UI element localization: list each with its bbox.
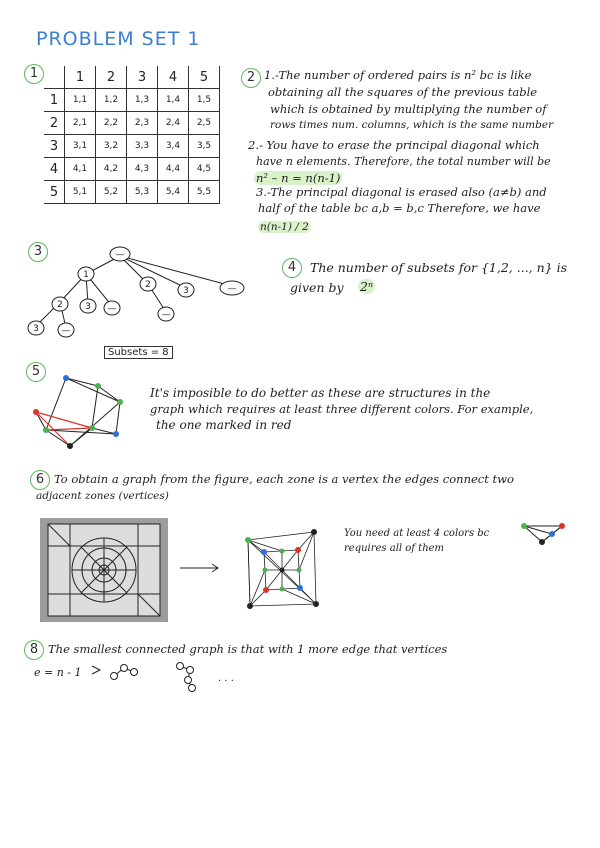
k4-graph-diagram — [518, 518, 568, 550]
table-cell: 2,1 — [65, 112, 96, 135]
problem-6-note: You need at least 4 colors bc — [344, 528, 490, 539]
problem-2-line: which is obtained by multiplying the number of — [270, 102, 547, 116]
problem-2-line: have n elements. Therefore, the total number will be — [256, 155, 551, 168]
table-cell: 1,4 — [158, 89, 189, 112]
problem-5-line: It's imposible to do better as these are structures in the — [150, 386, 491, 400]
problem-4-answer: 2ⁿ — [360, 279, 374, 294]
table-corner — [44, 66, 65, 89]
table-cell: 1,2 — [96, 89, 127, 112]
problem-6-line: adjacent zones (vertices) — [36, 490, 169, 502]
table-cell: 3,3 — [127, 135, 158, 158]
tree-example-diagram — [90, 660, 150, 682]
table-cell: 1,5 — [189, 89, 220, 112]
row-header: 1 — [44, 89, 65, 112]
problem-2-formula: n² – n = n(n-1) — [256, 171, 341, 185]
continuation-dots: · · · — [218, 676, 234, 687]
problem-6-number: 6 — [30, 470, 50, 490]
table-cell: 2,4 — [158, 112, 189, 135]
problem-8-formula: e = n - 1 — [34, 666, 82, 679]
table-cell: 4,2 — [96, 158, 127, 181]
row-header: 3 — [44, 135, 65, 158]
problem-2-answer: n(n-1) / 2 — [260, 221, 309, 233]
problem-3-number: 3 — [28, 242, 48, 262]
tree-node-label: — — [161, 310, 171, 320]
problem-2-line: 3.-The principal diagonal is erased also (a≠b) and — [256, 185, 547, 199]
table-cell: 5,3 — [127, 181, 158, 204]
tree-node-label: 3 — [33, 324, 39, 334]
table-row — [44, 112, 220, 135]
zone-figure-photo — [40, 518, 168, 622]
table-cell: 3,1 — [65, 135, 96, 158]
table-cell: 3,2 — [96, 135, 127, 158]
tree-example-diagram — [172, 660, 202, 694]
table-cell: 1,1 — [65, 89, 96, 112]
table-cell: 5,2 — [96, 181, 127, 204]
implies-arrow-icon — [92, 666, 100, 674]
problem-8-number: 8 — [24, 640, 44, 660]
column-header: 3 — [127, 66, 158, 89]
table-row — [44, 89, 220, 112]
zone-graph-diagram — [236, 522, 322, 612]
tree-node-label: — — [107, 304, 117, 314]
table-cell: 3,5 — [189, 135, 220, 158]
tree-node-label: — — [227, 284, 237, 294]
ordered-pairs-table — [44, 66, 220, 204]
problem-4-number: 4 — [282, 258, 302, 278]
problem-4-line: given by — [290, 280, 344, 295]
problem-2-line: 2.- You have to erase the principal diagonal which — [248, 138, 540, 152]
subsets-count-box: Subsets = 8 — [104, 346, 173, 359]
table-header-row — [44, 66, 220, 89]
table-cell: 5,1 — [65, 181, 96, 204]
column-header: 1 — [65, 66, 96, 89]
table-cell: 2,5 — [189, 112, 220, 135]
table-cell: 2,2 — [96, 112, 127, 135]
problem-6-line: To obtain a graph from the figure, each zone is a vertex the edges connect two — [54, 472, 514, 486]
tree-node-label: 2 — [145, 280, 151, 290]
table-cell: 4,3 — [127, 158, 158, 181]
row-header: 5 — [44, 181, 65, 204]
row-header: 2 — [44, 112, 65, 135]
table-cell: 4,1 — [65, 158, 96, 181]
tree-node-label: 3 — [183, 286, 189, 296]
subset-tree-diagram — [20, 240, 260, 340]
zone-figure-drawing — [40, 518, 168, 622]
tree-node-label: — — [115, 250, 125, 260]
problem-4-line: The number of subsets for {1,2, ..., n} is — [310, 260, 568, 275]
column-header: 2 — [96, 66, 127, 89]
table-cell: 4,4 — [158, 158, 189, 181]
problem-8-line: The smallest connected graph is that with 1 more edge that vertices — [48, 642, 448, 656]
arrow-icon — [178, 562, 224, 574]
problem-2-line: half of the table bc a,b = b,c Therefore, we have — [258, 201, 541, 215]
table-row — [44, 135, 220, 158]
problem-6-note: requires all of them — [344, 543, 445, 554]
problem-1-number: 1 — [24, 64, 44, 84]
table-cell: 1,3 — [127, 89, 158, 112]
problem-5-line: graph which requires at least three different colors. For example, — [150, 402, 534, 416]
table-row — [44, 158, 220, 181]
table-cell: 5,5 — [189, 181, 220, 204]
table-cell: 3,4 — [158, 135, 189, 158]
tree-node-label: 2 — [57, 300, 63, 310]
problem-2-line: rows times num. columns, which is the same number — [270, 119, 554, 131]
coloring-graph-diagram — [30, 372, 130, 452]
column-header: 5 — [189, 66, 220, 89]
page-title: PROBLEM SET 1 — [36, 28, 201, 50]
tree-node-label: — — [61, 326, 71, 336]
table-row — [44, 181, 220, 204]
problem-2-number: 2 — [241, 68, 261, 88]
table-cell: 4,5 — [189, 158, 220, 181]
problem-2-line: 1.-The number of ordered pairs is n² bc is like — [264, 68, 532, 82]
row-header: 4 — [44, 158, 65, 181]
tree-node-label: 1 — [83, 270, 89, 280]
problem-2-line: obtaining all the squares of the previous table — [268, 85, 538, 99]
tree-node-label: 3 — [85, 302, 91, 312]
problem-5-line: the one marked in red — [156, 418, 292, 432]
table-cell: 5,4 — [158, 181, 189, 204]
table-cell: 2,3 — [127, 112, 158, 135]
column-header: 4 — [158, 66, 189, 89]
problem-5-number: 5 — [26, 362, 46, 382]
